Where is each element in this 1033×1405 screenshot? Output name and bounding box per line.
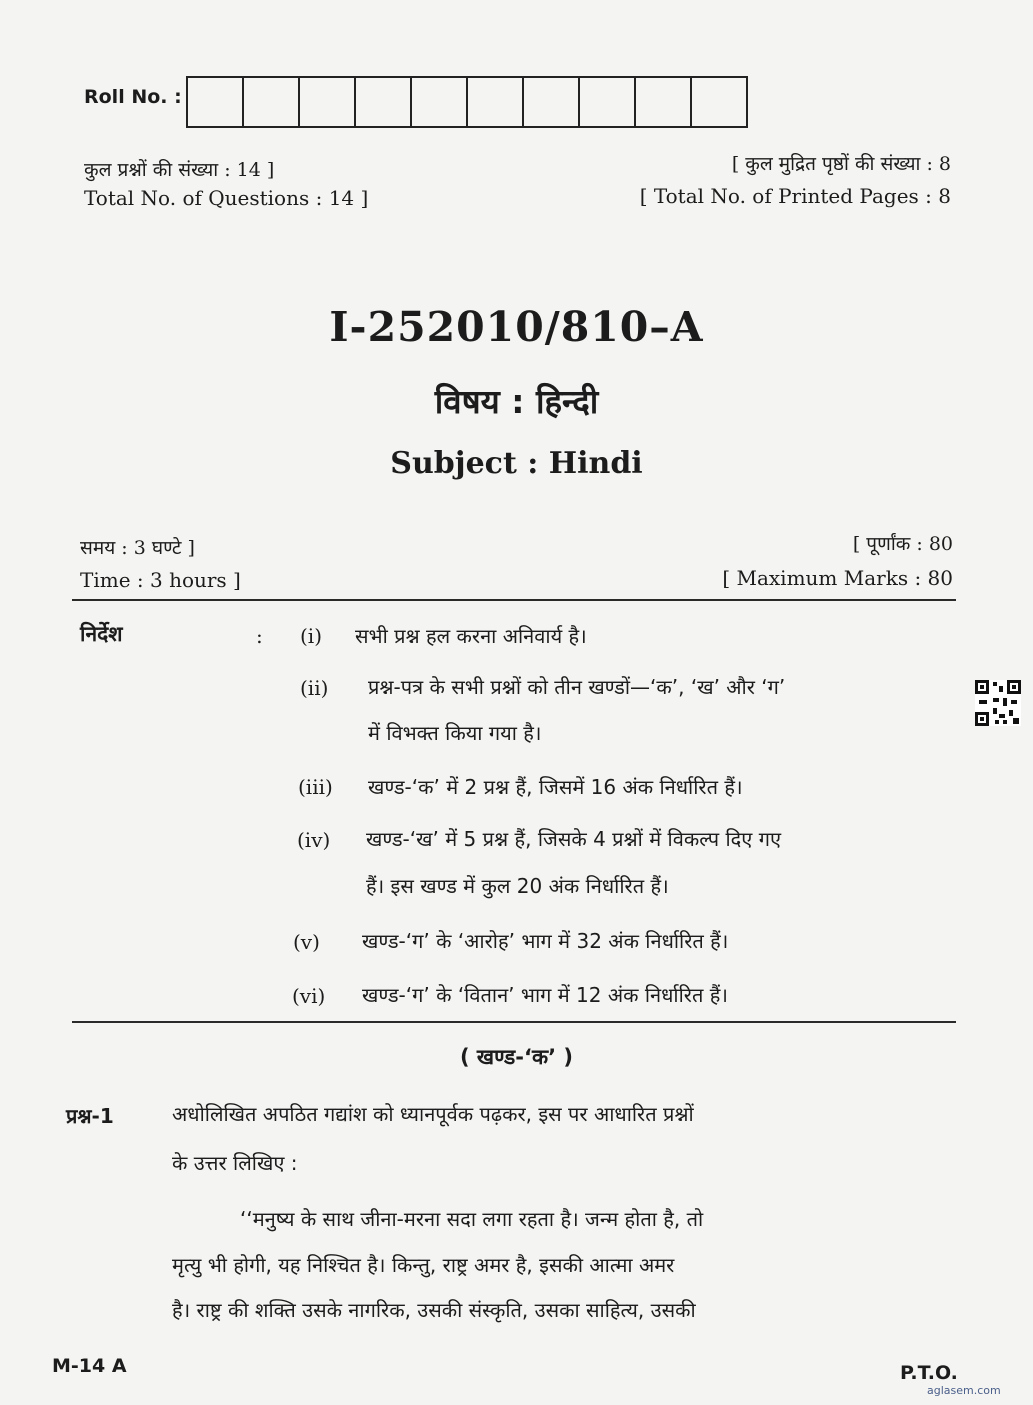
roll-box	[468, 78, 524, 126]
total-pages-hindi: [ कुल मुद्रित पृष्ठों की संख्या : 8	[731, 153, 951, 175]
watermark: aglasem.com	[927, 1384, 1001, 1397]
passage-line: ‘‘मनुष्य के साथ जीना-मरना सदा लगा रहता है। जन्म होता है, तो	[240, 1207, 704, 1231]
passage-line: है। राष्ट्र की शक्ति उसके नागरिक, उसकी संस्कृति, उसका साहित्य, उसकी	[172, 1298, 696, 1322]
roll-number-boxes	[186, 76, 748, 128]
roll-box	[188, 78, 244, 126]
divider-top	[72, 599, 956, 601]
roll-number-label: Roll No. :	[84, 86, 182, 108]
instruction-number: (v)	[293, 930, 320, 954]
max-marks-hindi: [ पूर्णांक : 80	[852, 533, 953, 555]
please-turn-over: P.T.O.	[900, 1362, 958, 1384]
total-questions-hindi: कुल प्रश्नों की संख्या : 14 ]	[84, 159, 275, 181]
instruction-text: सभी प्रश्न हल करना अनिवार्य है।	[355, 624, 587, 648]
instruction-text: खण्ड-‘ख’ में 5 प्रश्न हैं, जिसके 4 प्रश्नों में विकल्प दिए गए	[366, 827, 782, 851]
max-marks-english: [ Maximum Marks : 80	[722, 566, 953, 590]
instruction-text: में विभक्त किया गया है।	[368, 721, 542, 745]
question-1-text: अधोलिखित अपठित गद्यांश को ध्यानपूर्वक पढ़कर, इस पर आधारित प्रश्नों	[172, 1102, 694, 1126]
instruction-text: हैं। इस खण्ड में कुल 20 अंक निर्धारित हैं।	[366, 874, 669, 898]
paper-code: I-252010/810–A	[329, 303, 704, 351]
instruction-number: (vi)	[292, 984, 326, 1008]
instruction-number: (i)	[300, 624, 323, 648]
section-a-heading: ( खण्ड-‘क’ )	[459, 1045, 573, 1069]
instruction-text: खण्ड-‘ग’ के ‘आरोह’ भाग में 32 अंक निर्धारित हैं।	[362, 929, 729, 953]
total-pages-english: [ Total No. of Printed Pages : 8	[639, 184, 951, 208]
time-hindi: समय : 3 घण्टे ]	[80, 537, 195, 559]
roll-box	[300, 78, 356, 126]
roll-box	[244, 78, 300, 126]
instruction-text: प्रश्न-पत्र के सभी प्रश्नों को तीन खण्डों—‘क’, ‘ख’ और ‘ग’	[368, 675, 786, 699]
roll-box	[356, 78, 412, 126]
qr-code-icon	[975, 680, 1021, 726]
question-1-label: प्रश्न-1	[66, 1104, 114, 1128]
divider-middle	[72, 1021, 956, 1023]
subject-hindi: विषय : हिन्दी	[434, 382, 599, 421]
passage-line: मृत्यु भी होगी, यह निश्चित है। किन्तु, राष्ट्र अमर है, इसकी आत्मा अमर	[172, 1253, 675, 1277]
instruction-number: (ii)	[300, 676, 329, 700]
time-english: Time : 3 hours ]	[80, 568, 241, 592]
roll-box	[692, 78, 746, 126]
roll-box	[636, 78, 692, 126]
instructions-heading: निर्देश	[80, 622, 123, 646]
roll-box	[412, 78, 468, 126]
instruction-number: (iii)	[298, 775, 333, 799]
paper-series-code: M-14 A	[52, 1355, 127, 1377]
roll-box	[524, 78, 580, 126]
instruction-text: खण्ड-‘क’ में 2 प्रश्न हैं, जिसमें 16 अंक निर्धारित हैं।	[368, 775, 743, 799]
roll-box	[580, 78, 636, 126]
instruction-number: (iv)	[297, 828, 331, 852]
question-1-text: के उत्तर लिखिए :	[172, 1151, 298, 1175]
subject-english: Subject : Hindi	[390, 446, 643, 481]
instruction-text: खण्ड-‘ग’ के ‘वितान’ भाग में 12 अंक निर्धारित हैं।	[362, 983, 728, 1007]
total-questions-english: Total No. of Questions : 14 ]	[84, 186, 369, 210]
instructions-colon: :	[256, 624, 263, 648]
